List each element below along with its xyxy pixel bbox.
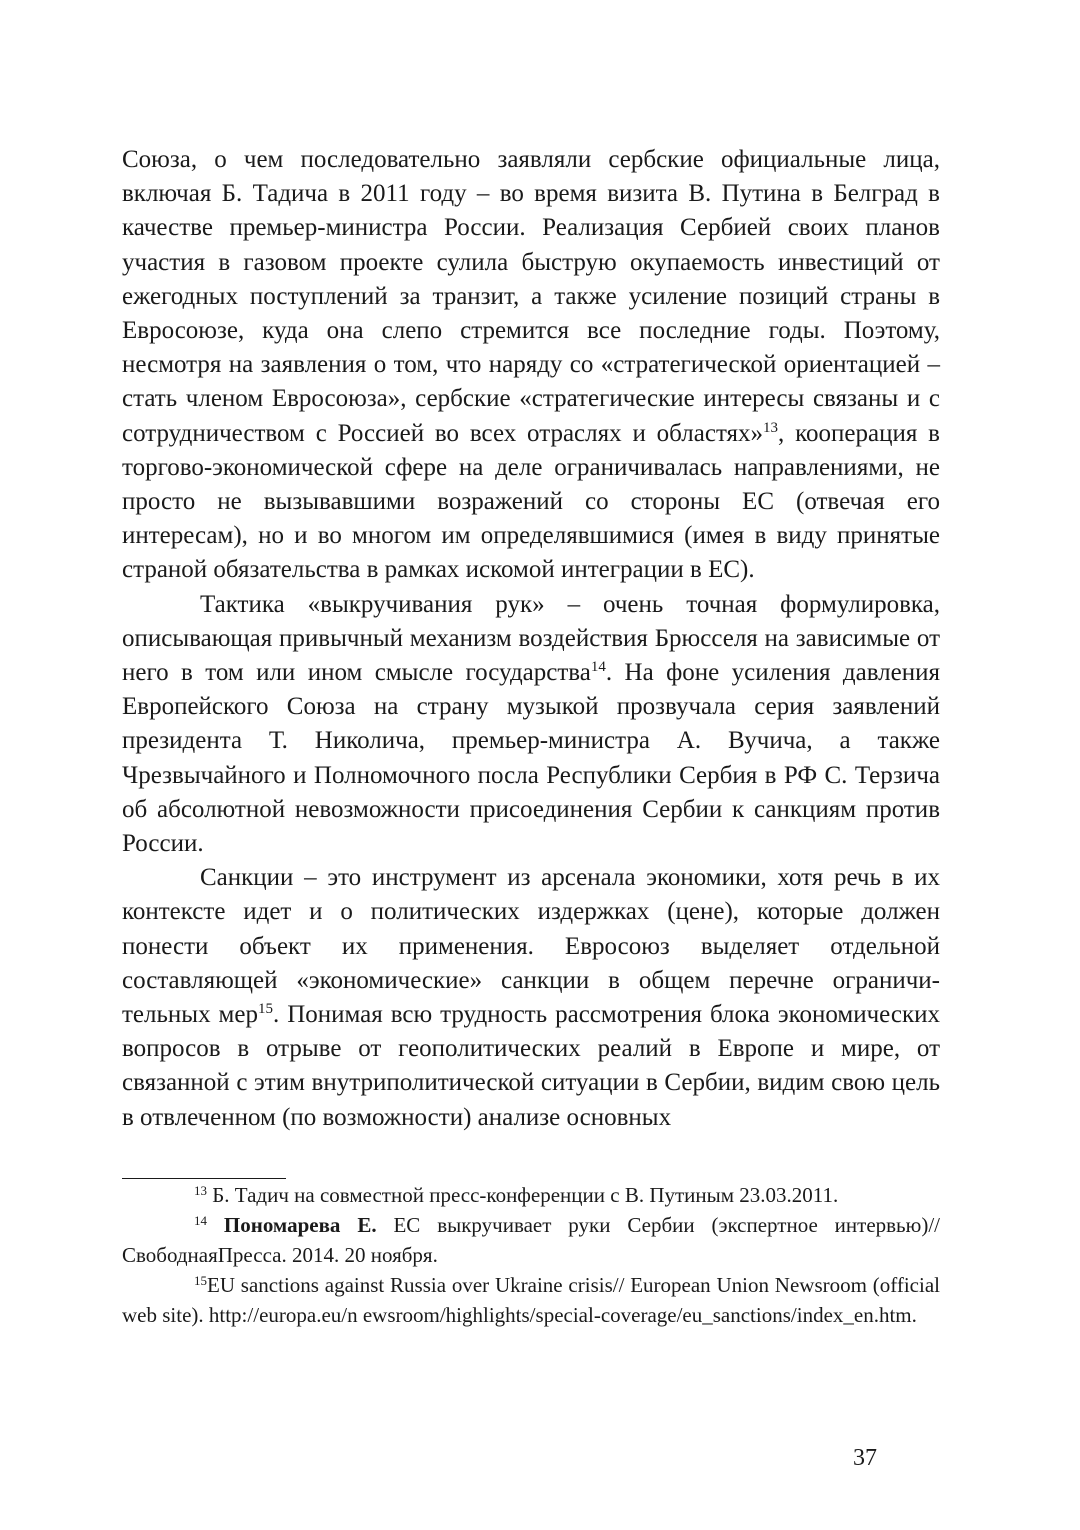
paragraph-text: , кооперация в торгово-экономической сфере на деле ограничивалась направлениями, не просто не вызывавшими возражений со стороны ЕС (отвечая его интересам), но и во многом им определявшимися (имея в виду принятые страной обязательства в рамках искомой интеграции в ЕС). (122, 419, 940, 584)
footnote-text: Б. Тадич на совместной пресс-конференции с В. Путиным 23.03.2011. (207, 1183, 839, 1207)
page-number: 37 (853, 1445, 877, 1471)
footnote-divider (122, 1178, 286, 1179)
footnote-14 (122, 1210, 940, 1270)
footnotes (122, 1180, 940, 1330)
footnote-text[interactable]: EU sanctions against Russia over Ukraine crisis// European Union Newsroom (official web site). http://europa.eu/n ewsroom/highlights/special-coverage/eu_sanctions/index_en.htm. (122, 1273, 940, 1327)
paragraph-3 (122, 861, 940, 1135)
paragraph-text: . Понимая всю трудность рассмотрения блока экономических вопросов в отрыве от геополитических реалий в Европе и мире, от связанной с этим внутриполитической ситуации в Сербии, видим свою цель в отвлеченном (по возможности) анализе основных (122, 1001, 940, 1131)
paragraph-2 (122, 588, 940, 862)
footnote-reference[interactable]: 13 (763, 419, 779, 436)
paragraph-text: Союза, о чем последовательно заявляли сербские официальные лица, включая Б. Тадича в 2011 году – во время визита В. Путина в Белград в качестве премьер-министра России. Реализация Сербией своих планов участия в газовом проекте сулила быструю окупаемость инвестиций от ежегодных поступлений за транзит, а также усиление позиций страны в Евросоюзе, куда она слепо стремится все последние годы. Поэтому, несмотря на заявления о том, что наряду со «стратегической ориентацией – стать членом Евросоюза», сербские «стратегические интересы связаны и с сотрудничеством с Россией во всех отраслях и областях» (122, 146, 940, 447)
footnote-author: Пономарева Е. (207, 1213, 377, 1237)
footnote-number: 13 (194, 1183, 207, 1198)
footnote-15 (122, 1270, 940, 1330)
footnote-reference[interactable]: 14 (590, 659, 606, 676)
footnote-text: ЕС выкручивает руки Сербии (экспертное интервью)// СвободнаяПресса. 2014. 20 ноября. (122, 1213, 940, 1267)
main-text (122, 143, 940, 1135)
footnote-number: 14 (194, 1213, 207, 1228)
paragraph-text: Санкции – это инструмент из арсенала экономики, хотя речь в их контексте идет и о политических издержках (цене), которые должен понести объект их применения. Евросоюз выделяет отдельной составляющей «экономические» санкции в общем перечне ограничительных мер (122, 864, 940, 1029)
paragraph-text: . На фоне усиления давления Европейского Союза на страну музыкой прозвучала серия заявлений президента Т. Николича, премьер-министра А. Вучича, а также Чрезвычайного и Полномочного посла Республики Сербия в РФ С. Терзича об абсолютной невозможности присоединения Сербии к санкциям против России. (122, 659, 941, 858)
paragraph-1 (122, 143, 940, 588)
footnote-reference[interactable]: 15 (257, 1001, 273, 1018)
footnote-number: 15 (194, 1273, 207, 1288)
paragraph-text: Тактика «выкручивания рук» – очень точная формулировка, описывающая привычный механизм воздействия Брюсселя на зависимые от него в том или ином смысле государства (122, 590, 940, 687)
footnote-13 (122, 1180, 940, 1210)
